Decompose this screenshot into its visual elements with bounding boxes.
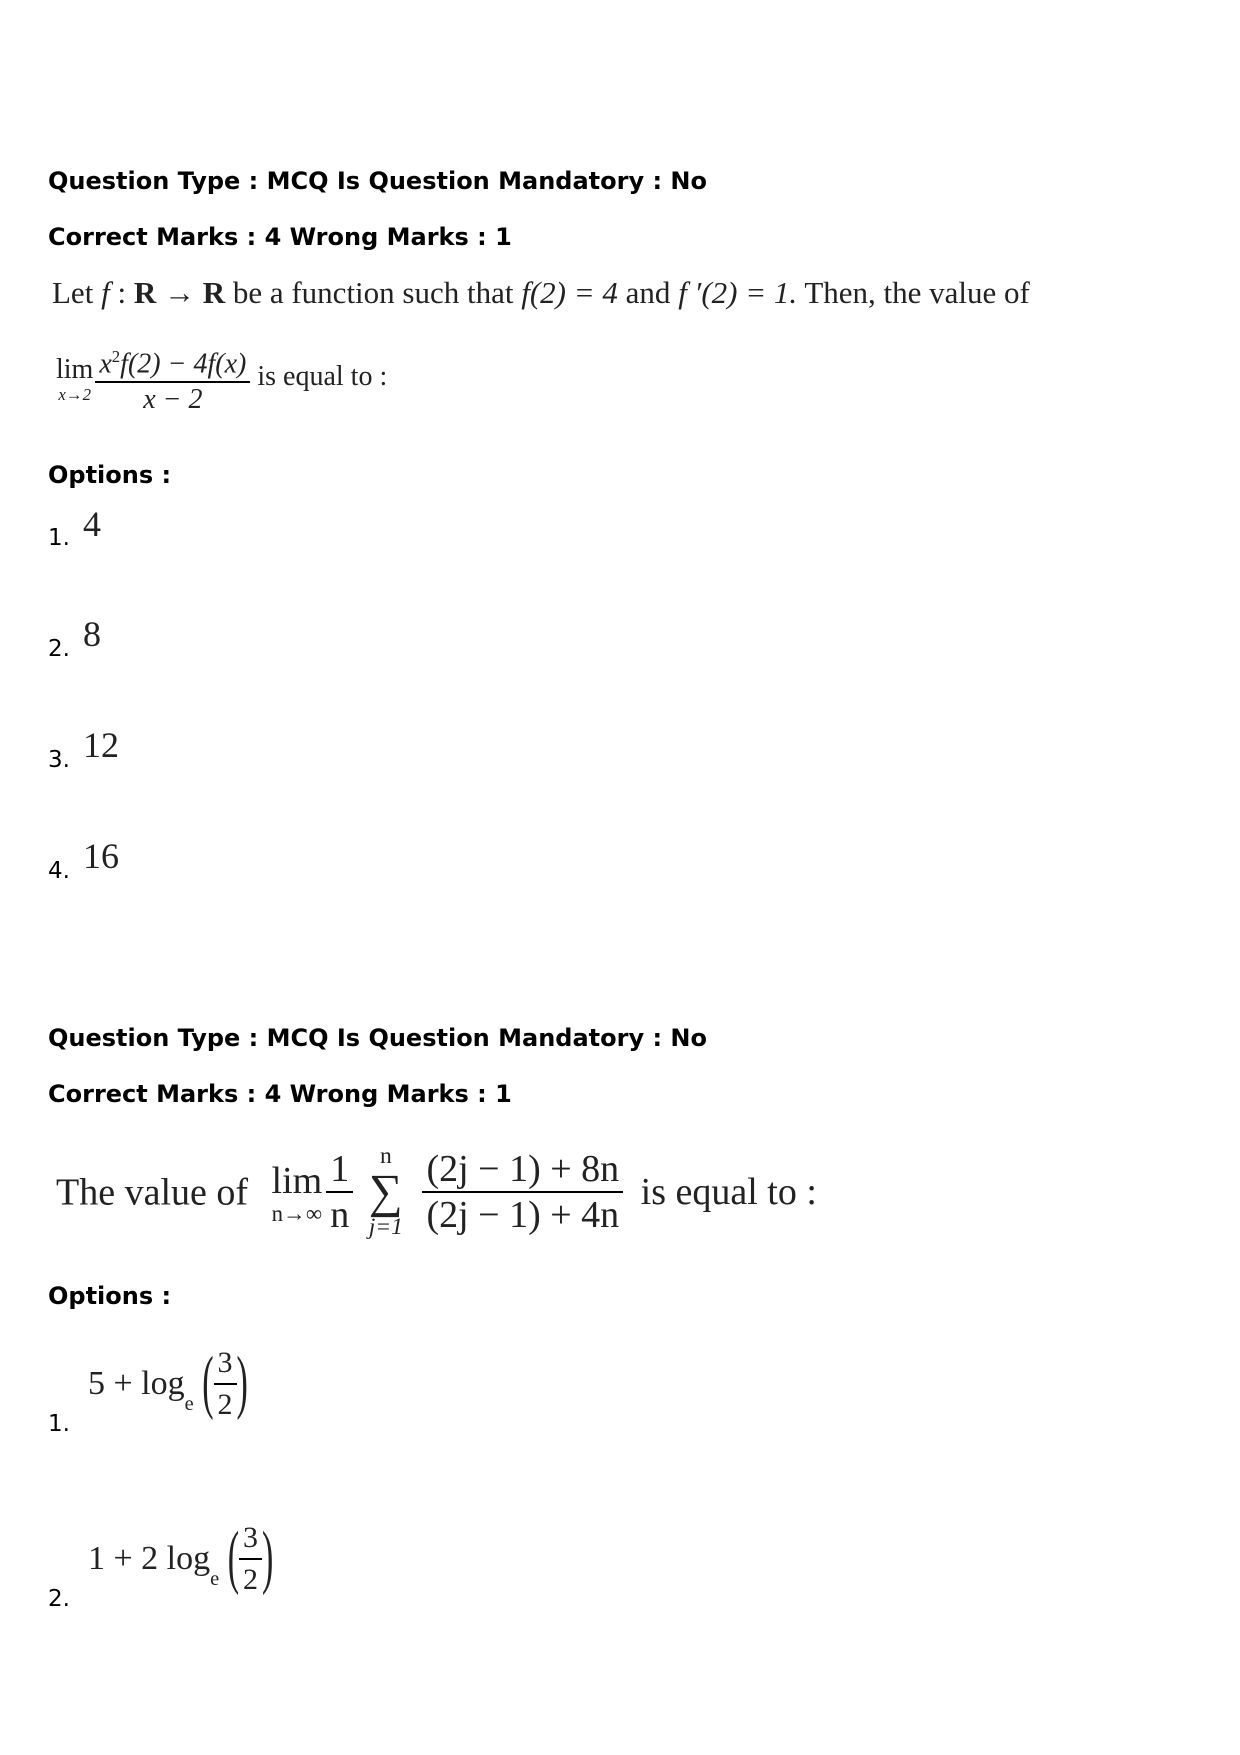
q1-fraction-numerator <box>95 340 250 383</box>
q1-stem-colon: : <box>117 275 127 310</box>
q1-limit-operator <box>56 353 93 404</box>
q2-option-2-number: 2. <box>48 1586 70 1612</box>
q2-opt2-log-base: e <box>210 1567 220 1590</box>
question-2-options-label: Options : <box>48 1282 172 1310</box>
question-2-type-meta: Question Type : MCQ Is Question Mandatory : No <box>48 1024 707 1052</box>
q1-stem-prefix: Let <box>52 275 94 310</box>
q2-one-over-n <box>326 1147 353 1237</box>
q2-one-over-n-numerator: 1 <box>326 1147 353 1193</box>
q2-opt2-paren-open: ( <box>227 1519 240 1597</box>
q2-option-1-value[interactable] <box>88 1343 248 1425</box>
q1-option-3-number: 3. <box>48 747 70 773</box>
q2-opt1-log-base: e <box>184 1392 194 1415</box>
q1-stem-condition-1: f(2) = 4 <box>521 275 618 310</box>
q2-opt2-fraction-numerator: 3 <box>239 1518 262 1560</box>
q2-sigma-symbol: ∑ <box>368 1165 403 1218</box>
q1-numerator-x: x <box>99 348 112 380</box>
q1-lim-text: lim <box>56 354 94 386</box>
q1-option-1-value[interactable]: 4 <box>83 504 101 544</box>
q2-option-2-value[interactable] <box>88 1518 273 1600</box>
q2-opt2-lead: 1 + 2 log <box>88 1540 211 1577</box>
question-1-type-meta: Question Type : MCQ Is Question Mandatory : No <box>48 167 707 195</box>
q2-option-1-number: 1. <box>48 1411 70 1437</box>
q2-lim-text: lim <box>271 1159 323 1202</box>
q1-stem-arrow: → <box>163 275 195 310</box>
q2-summation-operator <box>369 1145 403 1240</box>
q1-stem-f: f <box>101 275 110 310</box>
q1-numerator-rest: f(2) − 4f(x) <box>120 348 247 380</box>
q1-stem-suffix: is equal to : <box>257 361 388 393</box>
q2-summand-numerator: (2j − 1) + 8n <box>422 1147 623 1193</box>
q2-opt2-paren-close: ) <box>262 1519 274 1597</box>
q2-opt1-lead: 5 + log <box>88 1365 185 1402</box>
q1-option-2-value[interactable]: 8 <box>83 614 101 654</box>
question-2-stem <box>56 1145 817 1240</box>
question-1-limit-expression <box>56 340 387 417</box>
q1-numerator-exponent: 2 <box>111 347 121 366</box>
q2-opt1-paren-open: ( <box>202 1344 214 1422</box>
question-1-stem-line-1 <box>52 274 1030 312</box>
q1-option-4-value[interactable]: 16 <box>83 836 119 876</box>
q1-limit-fraction <box>95 340 250 417</box>
q1-stem-codomain: R <box>202 275 226 310</box>
q1-stem-and: and <box>625 275 671 310</box>
question-2-marks-meta: Correct Marks : 4 Wrong Marks : 1 <box>48 1080 512 1108</box>
q2-opt1-paren-close: ) <box>236 1344 248 1422</box>
q2-stem-prefix: The value of <box>56 1171 249 1214</box>
q2-opt1-fraction <box>214 1343 237 1425</box>
q1-stem-condition-2: f ′(2) = 1. <box>678 275 798 310</box>
q1-option-4-number: 4. <box>48 858 70 884</box>
q2-summand-fraction <box>422 1147 623 1237</box>
q2-opt2-fraction <box>239 1518 262 1600</box>
q2-sum-upper-limit: n <box>379 1143 392 1169</box>
q1-option-2-number: 2. <box>48 636 70 662</box>
q1-option-3-value[interactable]: 12 <box>83 725 119 765</box>
q2-limit-operator <box>272 1159 323 1226</box>
q2-stem-suffix: is equal to : <box>640 1171 817 1214</box>
q1-stem-tail: Then, the value of <box>804 275 1030 310</box>
question-1-marks-meta: Correct Marks : 4 Wrong Marks : 1 <box>48 223 512 251</box>
q2-lim-subscript: n→∞ <box>271 1200 323 1226</box>
q2-opt2-fraction-denominator: 2 <box>243 1563 259 1596</box>
q2-opt1-fraction-numerator: 3 <box>214 1343 237 1385</box>
q1-option-1-number: 1. <box>48 525 70 551</box>
q1-lim-subscript: x→2 <box>58 385 91 405</box>
q2-sum-lower-limit: j=1 <box>368 1214 403 1241</box>
question-1-options-label: Options : <box>48 461 172 489</box>
q2-one-over-n-denominator: n <box>330 1194 350 1237</box>
q1-stem-mid: be a function such that <box>232 275 514 310</box>
q2-opt1-fraction-denominator: 2 <box>217 1388 233 1421</box>
q2-summand-denominator: (2j − 1) + 4n <box>426 1194 620 1237</box>
q1-stem-domain: R <box>133 275 157 310</box>
q1-fraction-denominator: x − 2 <box>143 384 203 416</box>
